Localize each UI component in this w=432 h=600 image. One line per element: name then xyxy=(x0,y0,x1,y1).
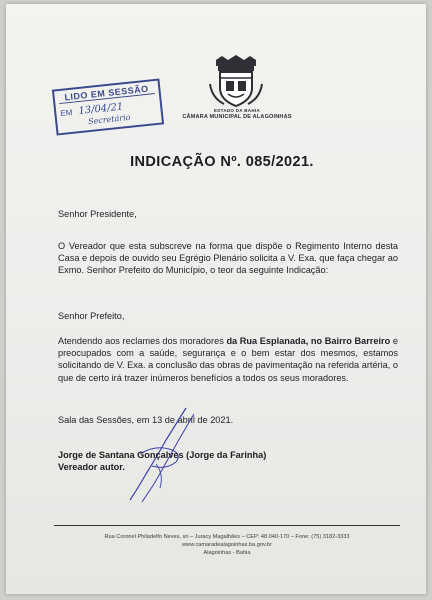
salutation: Senhor Presidente, xyxy=(58,209,137,219)
document-page xyxy=(6,4,426,594)
stamp-date-label: EM xyxy=(59,107,73,118)
state-name: ESTADO DA BAHIA xyxy=(214,108,260,113)
footer xyxy=(54,533,400,557)
stamp-signature: Secretário xyxy=(87,112,131,127)
institution-header xyxy=(174,108,300,120)
body2-text-2: e preocupados com a saúde, segurança e o bem estar dos mesmos, estamos solicitando de V. Exa. a conclusão das obras de pavimentação na referida artéria, o que de certo irá trazer inúmeros benefícios a todos os seus moradores. xyxy=(58,336,398,383)
closing-line: Sala das Sessões, em 13 de abril de 2021. xyxy=(58,415,234,425)
body-paragraph-1: O Vereador que esta subscreve na forma que dispõe o Regimento Interno desta Casa e depois de ouvido seu Egrégio Plenário solicita a V. Exa. que faça chegar ao Exmo. Senhor Prefeito do Município, o teor da seguinte Indicação: xyxy=(58,241,398,276)
footer-website: www.camaradealagoinhas.ba.gov.br xyxy=(182,542,272,548)
author-role: Vereador autor. xyxy=(58,462,125,472)
footer-divider xyxy=(54,525,400,526)
stamp-title: LIDO EM SESSÃO xyxy=(58,83,155,104)
body2-location: da Rua Esplanada, no Bairro Barreiro xyxy=(226,336,391,346)
footer-address: Rua Coronel Philadelfo Neves, sn – Juracy Magalhães – CEP: 48.040-170 – Fone: (75) 3182-3333 xyxy=(104,534,350,540)
stamp-date-value: 13/04/21 xyxy=(77,101,124,118)
body-paragraph-2 xyxy=(58,335,398,384)
salutation-mayor: Senhor Prefeito, xyxy=(58,311,125,321)
author-name: Jorge de Santana Gonçalves (Jorge da Farinha) xyxy=(58,450,267,460)
reading-stamp xyxy=(52,78,164,135)
document-title: INDICAÇÃO Nº. 085/2021. xyxy=(130,154,314,170)
footer-city: Alagoinhas - Bahia xyxy=(203,550,251,556)
coat-of-arms-icon xyxy=(206,54,266,108)
author-block xyxy=(58,449,266,473)
chamber-name: CÂMARA MUNICIPAL DE ALAGOINHAS xyxy=(182,114,292,120)
body2-text-1: Atendendo aos reclames dos moradores xyxy=(58,336,224,346)
